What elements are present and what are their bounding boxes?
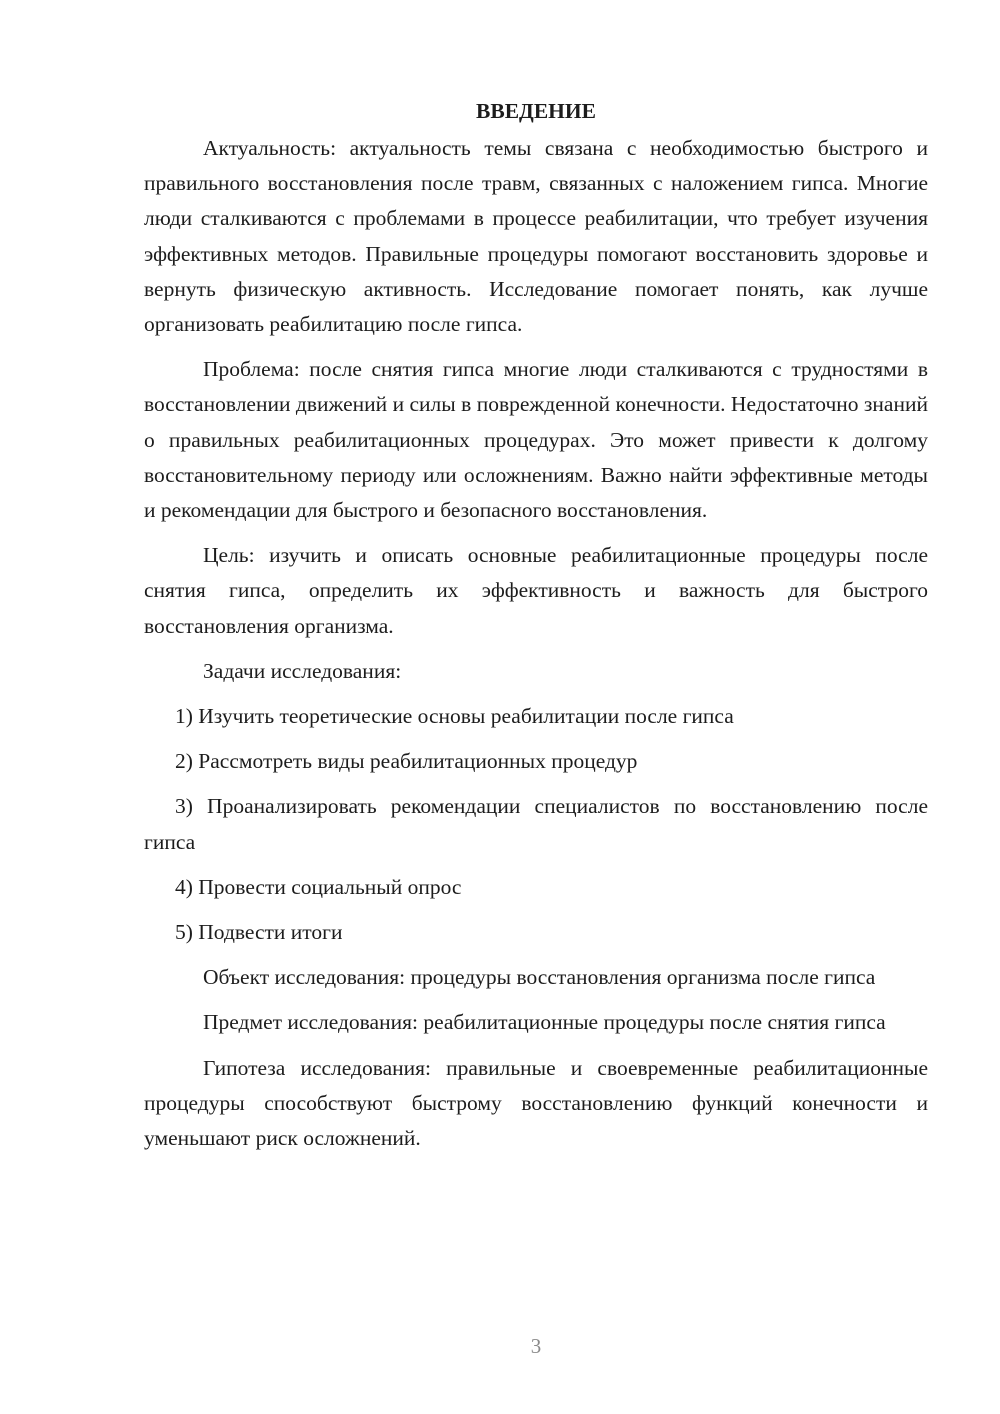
- task-item: 3) Проанализировать рекомендации специалистов по восстановлению после гипса: [144, 794, 928, 854]
- task-item: 5) Подвести итоги: [175, 920, 343, 945]
- goal-paragraph: Цель: изучить и описать основные реабилитационные процедуры после снятия гипса, определить их эффективность и важность для быстрого восстановления организма.: [144, 543, 928, 638]
- tasks-heading: Задачи исследования:: [203, 658, 402, 683]
- page-number: 3: [530, 1334, 542, 1358]
- document-page: [144, 96, 928, 1166]
- task-item: 4) Провести социальный опрос: [175, 874, 462, 899]
- task-item: 1) Изучить теоретические основы реабилитации после гипса: [175, 704, 734, 729]
- relevance-paragraph: Актуальность: актуальность темы связана с необходимостью быстрого и правильного восстановления после травм, связанных с наложением гипса. Многие люди сталкиваются с проблемами в процессе реабилитации, что требует изучения эффективных методов. Правильные процедуры помогают восстановить здоровье и вернуть физическую активность. Исследование помогает понять, как лучше организовать реабилитацию после гипса.: [144, 136, 928, 337]
- subject-paragraph: Предмет исследования: реабилитационные процедуры после снятия гипса: [203, 1010, 886, 1035]
- hypothesis-paragraph: Гипотеза исследования: правильные и своевременные реабилитационные процедуры способствуют быстрому восстановлению функций конечности и уменьшают риск осложнений.: [144, 1055, 928, 1151]
- problem-paragraph: Проблема: после снятия гипса многие люди сталкиваются с трудностями в восстановлении движений и силы в поврежденной конечности. Недостаточно знаний о правильных реабилитационных процедурах. Это может привести к долгому восстановительному периоду или осложнениям. Важно найти эффективные методы и рекомендации для быстрого и безопасного восстановления.: [144, 357, 928, 523]
- object-paragraph: Объект исследования: процедуры восстановления организма после гипса: [203, 965, 876, 990]
- task-item: 2) Рассмотреть виды реабилитационных процедур: [175, 749, 638, 774]
- page-title: ВВЕДЕНИЕ: [476, 99, 596, 123]
